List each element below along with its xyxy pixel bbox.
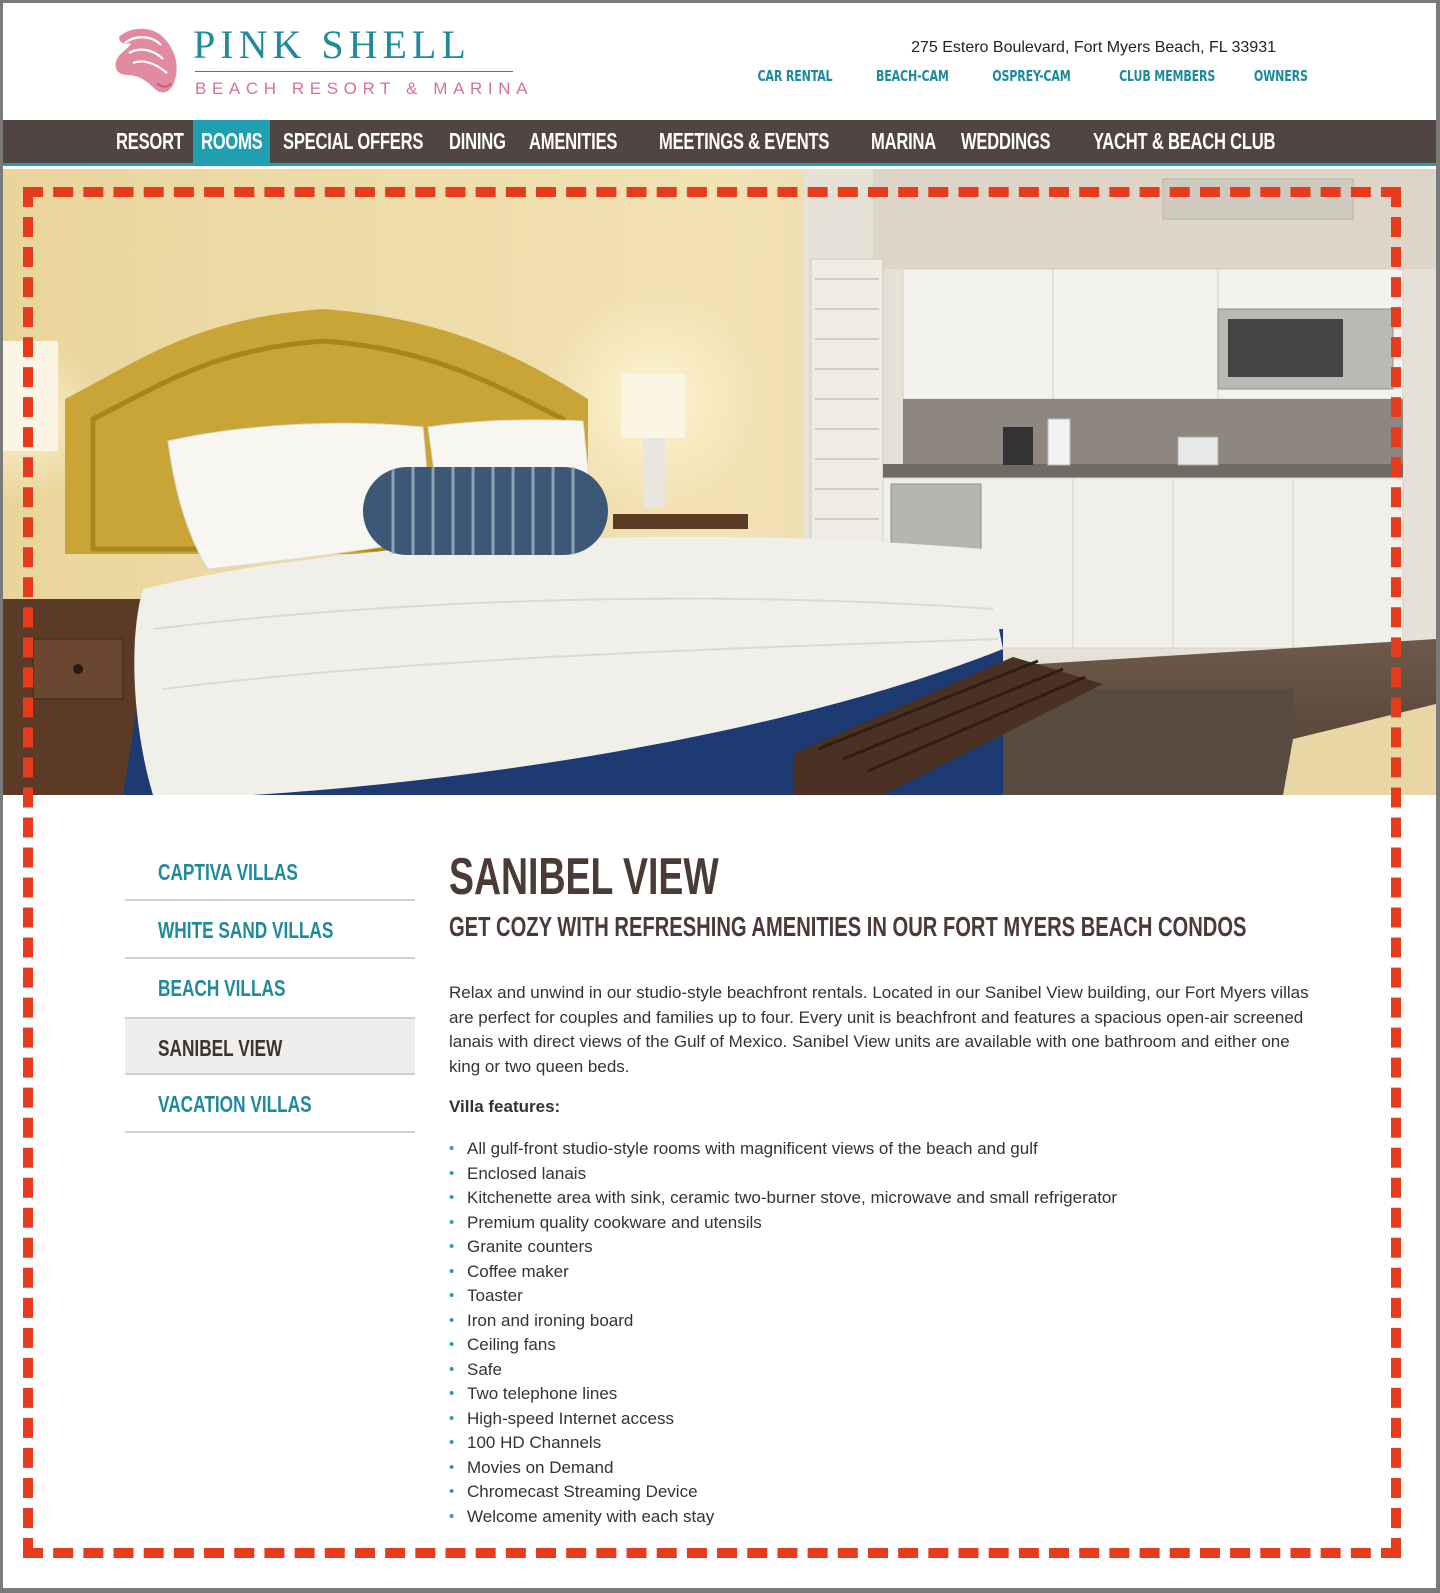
list-item: • Safe [449,1358,1319,1383]
site-logo[interactable] [111,22,534,103]
main-nav [3,120,1436,166]
nav-meetings-events[interactable]: MEETINGS & EVENTS [659,128,830,154]
sidebar-item-vacation-villas[interactable]: VACATION VILLAS [125,1075,415,1133]
list-item: • Welcome amenity with each stay [449,1505,1319,1530]
list-item: • Kitchenette area with sink, ceramic two-burner stove, microwave and small refrigerator [449,1186,1319,1211]
beach-cam-link[interactable]: BEACH-CAM [875,67,949,85]
site-header [3,3,1436,120]
nav-rooms[interactable]: ROOMS [193,120,270,163]
sidebar-item-captiva-villas[interactable]: CAPTIVA VILLAS [125,843,415,901]
list-item: • Toaster [449,1284,1319,1309]
list-item: • Ceiling fans [449,1333,1319,1358]
nav-marina[interactable]: MARINA [871,128,936,154]
hero-room-photo [3,169,1436,795]
nav-yacht-beach-club[interactable]: YACHT & BEACH CLUB [1093,128,1276,154]
list-item: • 100 HD Channels [449,1431,1319,1456]
page-subtitle: GET COZY WITH REFRESHING AMENITIES IN OUR FORT MYERS BEACH CONDOS [449,911,1247,942]
list-item: • Enclosed lanais [449,1162,1319,1187]
list-item: • Two telephone lines [449,1382,1319,1407]
utility-nav [741,67,1308,85]
list-item: • High-speed Internet access [449,1407,1319,1432]
villa-content [449,848,1319,1529]
intro-paragraph: Relax and unwind in our studio-style beachfront rentals. Located in our Sanibel View building, our Fort Myers villas are perfect for couples and families up to four. Every unit is beachfront and features a spacious open-air screened lanais with direct views of the Gulf of Mexico. Sanibel View units are available with one bathroom and either one king or two queen beds. [449,983,1309,1076]
sidebar-item-white-sand-villas[interactable]: WHITE SAND VILLAS [125,901,415,959]
list-item: • Chromecast Streaming Device [449,1480,1319,1505]
brand-name: PINK SHELL [193,22,471,67]
nav-weddings[interactable]: WEDDINGS [961,128,1051,154]
villa-sidebar-nav [125,843,415,1133]
nav-dining[interactable]: DINING [449,128,506,154]
page [3,3,1436,1588]
list-item: • Movies on Demand [449,1456,1319,1481]
page-title: SANIBEL VIEW [449,848,719,906]
car-rental-link[interactable]: CAR RENTAL [757,67,833,85]
hotel-room-photo-icon [3,169,1436,795]
sidebar-item-sanibel-view[interactable]: SANIBEL VIEW [125,1017,415,1075]
conch-shell-icon [111,23,186,98]
list-item: • Iron and ironing board [449,1309,1319,1334]
logo-divider [195,71,513,72]
nav-amenities[interactable]: AMENITIES [529,128,618,154]
brand-tagline: BEACH RESORT & MARINA [195,79,534,98]
nav-resort[interactable]: RESORT [116,128,184,154]
list-item: • Premium quality cookware and utensils [449,1211,1319,1236]
resort-address: 275 Estero Boulevard, Fort Myers Beach, FL 33931 [911,39,1276,56]
club-members-link[interactable]: CLUB MEMBERS [1119,67,1216,85]
nav-special-offers[interactable]: SPECIAL OFFERS [283,128,424,154]
features-list [449,1137,1319,1529]
sidebar-item-beach-villas[interactable]: BEACH VILLAS [158,975,286,1001]
owners-link[interactable]: OWNERS [1254,67,1308,85]
list-item: • Coffee maker [449,1260,1319,1285]
list-item: • Granite counters [449,1235,1319,1260]
list-item: • All gulf-front studio-style rooms with magnificent views of the beach and gulf [449,1137,1319,1162]
osprey-cam-link[interactable]: OSPREY-CAM [992,67,1071,85]
features-heading: Villa features: [449,1097,561,1116]
